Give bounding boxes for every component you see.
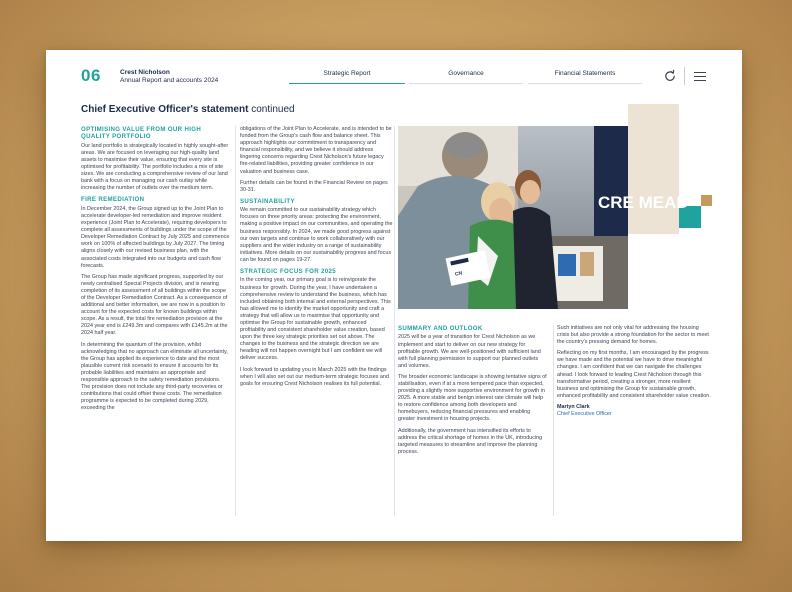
tab-underline: [528, 83, 642, 84]
refresh-icon[interactable]: [663, 69, 677, 83]
paragraph: 2025 will be a year of transition for Crest Nicholson as we implement and start to deliver on our new strategy for profitable growth. We are well-positioned with sufficient land with full planning permission to support our planned outlets and volumes.: [398, 334, 541, 369]
tab-financial-statements[interactable]: [528, 70, 642, 84]
column-divider: [553, 325, 554, 516]
toolbar-divider: [684, 67, 685, 85]
paragraph: The Group has made significant progress, supported by our newly centralised Special Projects division, and is nearing completion of its assessment of all buildings within the scope of the Developer Remediation Contract. As a consequence of additional and better information, we are now in a position to account for the expected costs for known buildings within scope. As a result, the total fire remediation provision at the 2024 year end is £249.3m and compares with £145.2m at the 2024 half year.: [81, 273, 228, 337]
report-brand: [120, 69, 218, 85]
tab-label: Governance: [448, 70, 484, 77]
tab-underline: [289, 83, 405, 85]
section-heading-summary-outlook: SUMMARY AND OUTLOOK: [398, 325, 483, 332]
signatory-name: Martyn Clark: [557, 403, 590, 410]
tab-label: Financial Statements: [554, 70, 616, 77]
report-page: [46, 50, 742, 541]
tab-label: Strategic Report: [323, 70, 371, 77]
paragraph: Such initiatives are not only vital for addressing the housing crisis but also provide a strong foundation for the sector to meet the country's pressing demand for homes.: [557, 325, 709, 346]
text-column-2: [240, 126, 393, 392]
paragraph: Reflecting on my first months, I am encouraged by the progress we have made and the potential we have to drive meaningful changes. I am confident that we can navigate the challenges ahead. I look forward to leading Crest Nicholson through this transformative period, creating a stronger, more resilient business and optimising the Group for sustainable growth, enhanced profitability and consistent shareholder value creation.: [557, 350, 711, 399]
paragraph: In determining the quantum of the provision, whilst acknowledging that no approach can eliminate all uncertainty, the Group has applied its experience to date and the most plausible current risk scenario to ensure it accounts for its probable liabilities and maintains an appropriate and responsible approach to the safety remediation provisions. The provision does not include any third-party recoveries or contributions that could offset these costs. The remediation programme is expected to be completed during 2029, exceeding the: [81, 341, 228, 412]
paragraph: I look forward to updating you in March 2025 with the findings when I will also set out our medium-term strategic focuses and goals for ensuring Crest Nicholson realises its full potential.: [240, 366, 389, 387]
section-heading-portfolio: OPTIMISING VALUE FROM OUR HIGH QUALITY PORTFOLIO: [81, 126, 202, 141]
column-divider: [394, 126, 395, 516]
section-heading-sustainability: SUSTAINABILITY: [240, 197, 295, 205]
title-main: Chief Executive Officer's statement: [81, 104, 249, 115]
paragraph: We remain committed to our sustainability strategy which focuses on three priority areas: protecting the environment, making a positive impact on our communities, and operating the business responsibly. In 2024, we made good progress against our own targets and continue to work collaboratively with our suppliers and the wider industry on a range of sustainability initiatives. More details on our sustainability progress and focus can be found on pages 19-27.: [240, 207, 393, 263]
photo-brochure-text: CN: [454, 270, 463, 278]
paragraph: The broader economic landscape is showing tentative signs of stabilisation, even if at a more tempered pace than expected, providing a slightly more supportive environment for growth in 2025. A more stable and benign interest rate climate will help to restore confidence among both developers and homebuyers, reducing financial pressures and enabling greater investment in housing projects.: [398, 373, 547, 423]
tab-underline: [409, 83, 523, 84]
column-divider: [235, 126, 236, 516]
title-suffix: continued: [248, 104, 295, 115]
section-heading-strategic-focus: STRATEGIC FOCUS FOR 2025: [240, 268, 336, 275]
paragraph: Additionally, the government has intensified its efforts to address the critical shortage of homes in the UK, introducing targeted measures to streamline and improve the planning process.: [398, 427, 543, 455]
paragraph: obligations of the Joint Plan to Accelerate, and is intended to be funded from the Group's cash flow and balance sheet. This approach highlights our commitment to transparency and financial responsibility, and we believe it should address lingering concerns regarding Crest Nicholson's future legacy fire-related liabilities, providing greater confidence in our valuation and business case.: [240, 126, 392, 175]
report-name: Annual Report and accounts 2024: [120, 77, 219, 84]
page-title: [81, 104, 295, 115]
paragraph: Our land portfolio is strategically located in highly sought-after areas. We are focused on leveraging our high-quality land assets to maximise their value, ensuring that every site is optimised for profitability. The portfolio includes a mix of site sizes. We are conducting a comprehensive review of our land bank with a focus on managing our cash outlay while increasing the number of outlets over the medium term.: [81, 142, 229, 192]
tab-governance[interactable]: [409, 70, 523, 84]
decorative-gold-square: [701, 195, 712, 206]
team-photo: [398, 126, 689, 309]
decorative-block: [628, 104, 679, 234]
text-column-1: [81, 126, 231, 417]
company-name: Crest Nicholson: [120, 69, 170, 76]
hamburger-menu-icon[interactable]: [694, 72, 706, 81]
text-column-4: [557, 325, 712, 418]
paragraph: In the coming year, our primary goal is to reinvigorate the business for growth. During the year, I have undertaken a comprehensive review to understand the business, which has included obtaining both internal and external perspectives. This has allowed me to identify the market opportunity and craft a strategy that will allow us to maximise that opportunity and optimise the Group for sustainable growth, enhanced profitability and consistent shareholder value creation, based upon the three key strategic priorities set out above. The changes to the business and the strategic direction we are heading will not happen overnight but I am confident we will deliver success.: [240, 277, 391, 362]
page-number: 06: [81, 66, 101, 85]
signatory-role: Chief Executive Officer: [557, 411, 612, 418]
tab-strategic-report[interactable]: [289, 70, 405, 84]
photo-sign-text: CRE MEAD: [598, 193, 689, 212]
report-header: [46, 50, 742, 96]
paragraph: In December 2024, the Group signed up to the Joint Plan to accelerate developer-led remediation and improve resident experience (Joint Plan to Accelerate), requiring developers to complete all assessments of buildings under the scope of the Developer Remediation Contract by July 2025 and commence work on 100% of affected buildings by July 2027. The timing aligns closely with our revised business plan, with the associated costs integrated into our budgets and cash flow forecasts.: [81, 205, 230, 269]
section-heading-fire-remediation: FIRE REMEDIATION: [81, 196, 145, 204]
text-column-3: [398, 325, 548, 460]
paragraph: Further details can be found in the Financial Review on pages 30-31.: [240, 179, 388, 193]
